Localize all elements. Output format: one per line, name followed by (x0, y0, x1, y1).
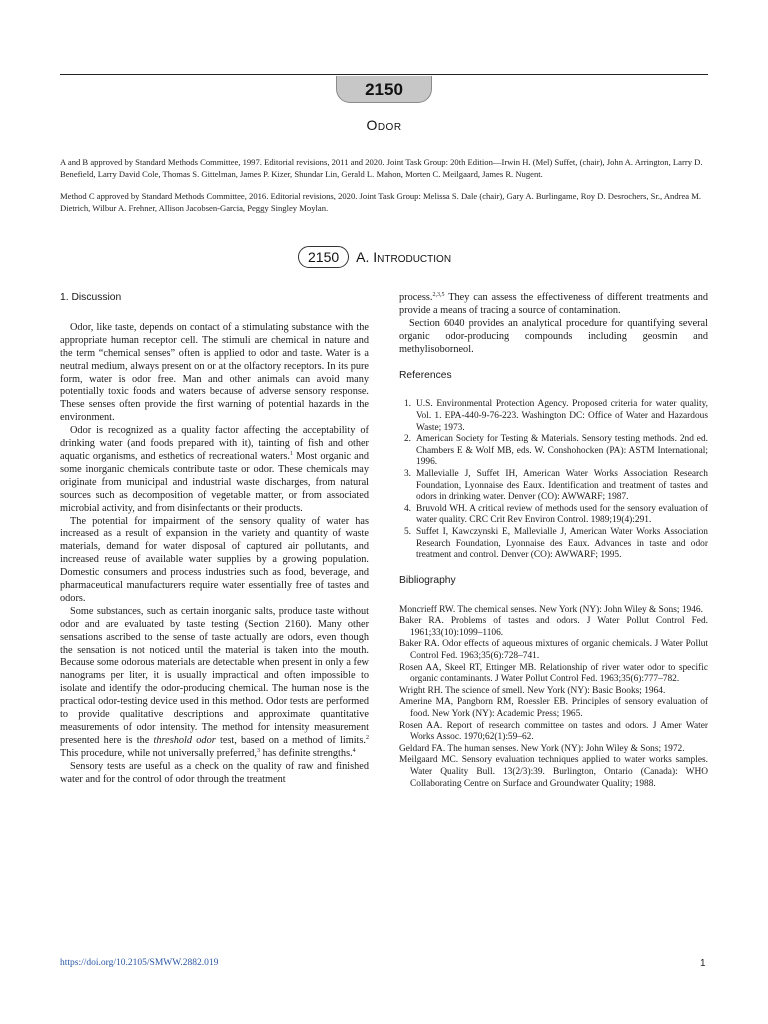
bibliography-list (399, 605, 708, 791)
document-title: Odor (366, 117, 402, 133)
reference-item: 5. Suffet I, Kawczynski E, Mallevialle J, American Water Works Association Research Foundation, Lyonnaise des Eaux. Advances in taste and odor treatment and control. Denver (CO): AWWARF; 1995. (403, 526, 708, 561)
references-list (399, 399, 708, 561)
part-heading (298, 246, 451, 268)
top-rule (60, 74, 708, 75)
doi-link[interactable]: https://doi.org/10.2105/SMWW.2882.019 (60, 958, 219, 968)
discussion-heading: 1. Discussion (60, 292, 122, 303)
paragraph: The potential for impairment of the sensory quality of water has increased as a result of expansion in the variety and quantity of waste materials, demand for water disposal of captured air pollutants, and increased reuse of available water supplies by a growing population. Domestic consumers and process industries such as food, beverage, and pharmaceutical manufacturers require water essentially free of tastes and odors. (60, 515, 369, 604)
bibliography-item: Baker RA. Problems of tastes and odors. J Water Pollut Control Fed. 1961;33(10):1099–1106. (399, 616, 708, 638)
bibliography-heading: Bibliography (399, 574, 456, 586)
bibliography-item: Meilgaard MC. Sensory evaluation techniques applied to water works samples. Water Quality Bull. 13(2/3):39. Burlington, Ontario (Canada): WHO Collaborating Centre on Surface and Groundwater Quality; 1988. (399, 755, 708, 789)
bibliography-item: Amerine MA, Pangborn RM, Roessler EB. Principles of sensory evaluation of food. New York (NY): Academic Press; 1965. (399, 697, 708, 719)
paragraph-continued: process.$^{2,3,5}$ They can assess the effectiveness of different treatments and provide a means of tracing a source of contamination. (399, 292, 708, 316)
bibliography-item: Rosen AA, Skeel RT, Ettinger MB. Relationship of river water odor to specific organic contaminants. J Water Pollut Control Fed. 1963;35(6):777–782. (399, 662, 708, 685)
part-number: 2150 (298, 246, 349, 268)
paragraph: Some substances, such as certain inorganic salts, produce taste without odor and are evaluated by taste testing (Section 2160). Many other sensations ascribed to the sense of taste actually are odors, even though the sensation is not noticed until the material is taken into the mouth. Because some odorous materials are detectable when present in only a few nanograms per liter, it is usually impractical and often impossible to isolate and identify the odor-producing chemical. The human nose is the practical odor-testing device used in this method. Odor tests are performed to provide qualitative descriptions and approximate quantitative measurements of odor intensity. The method for intensity measurement presented here is the threshold odor test, based on a method of limits.$^2$ This procedure, while not universally preferred,$^3$ has definite strengths.$^4$ (60, 605, 370, 759)
paragraph: Odor is recognized as a quality factor affecting the acceptability of drinking water (and foods prepared with it), tainting of fish and other aquatic organisms, and esthetics of recreational waters.$^1$ Most organic and some inorganic chemicals contribute taste or odor. These chemicals may originate from municipal and industrial waste discharges, from natural sources such as decomposition of vegetable matter, or from associated microbial activity, and from disinfectants or their products. (60, 425, 370, 514)
references-heading: References (399, 369, 452, 381)
paragraph: Odor, like taste, depends on contact of a stimulating substance with the appropriate human receptor cell. The stimuli are chemical in nature and the term “chemical senses” often is applied to odor and taste. Water is a neutral medium, always present on or at the olfactory receptors. In its pure form, water is odor free. Man and other animals can avoid many potentially toxic foods and waters because of adverse sensory response. These senses often provide the first warning of potential hazards in the environment. (60, 321, 369, 424)
section-number-badge: 2150 (336, 76, 432, 103)
right-column (399, 292, 708, 790)
approval-note-ab: A and B approved by Standard Methods Committee, 1997. Editorial revisions, 2011 and 2020. Joint Task Group: 20th Edition—Irwin H. (Mel) Suffet, (chair), John A. Arrington, Larry D. Benefield, Larry David Cole, Thomas S. Gittelman, James P. Kizer, Shundar Lin, Gerald L. Mahon, Morten C. Meilgaard, James R. Nugent. (60, 157, 703, 179)
part-title: A. Introduction (356, 249, 452, 265)
bibliography-item: Moncrieff RW. The chemical senses. New York (NY): John Wiley & Sons; 1946. (399, 604, 703, 615)
bibliography-item: Wright RH. The science of smell. New York (NY): Basic Books; 1964. (399, 685, 666, 696)
bibliography-item: Baker RA. Odor effects of aqueous mixtures of organic chemicals. J Water Pollut Control Fed. 1963;35(6):728–741. (399, 639, 708, 662)
paragraph: Sensory tests are useful as a check on the quality of raw and finished water and for the control of odor through the treatment (60, 760, 369, 785)
reference-item: 1. U.S. Environmental Protection Agency. Proposed criteria for water quality, Vol. 1. EPA-440-9-76-223. Washington DC: Office of Water and Hazardous Waste; 1973. (403, 399, 708, 433)
reference-item: 2. American Society for Testing & Materials. Sensory testing methods. 2nd ed. Chambers E & Wolf MB, eds. W. Conshohocken (PA): ASTM International; 1996. (403, 434, 708, 468)
reference-item: 4. Bruvold WH. A critical review of methods used for the sensory evaluation of water quality. CRC Crit Rev Environ Control. 1989;19(4):291. (403, 503, 708, 526)
left-column (60, 292, 369, 787)
bibliography-item: Geldard FA. The human senses. New York (NY): John Wiley & Sons; 1972. (399, 743, 685, 754)
paragraph: Section 6040 provides an analytical procedure for quantifying several organic odor-producing compounds including geosmin and methylisoborneol. (399, 317, 708, 355)
bibliography-item: Rosen AA. Report of research committee on tastes and odors. J Amer Water Works Assoc. 1970;62(1):59–62. (399, 720, 708, 743)
approval-note-c: Method C approved by Standard Methods Committee, 2016. Editorial revisions, 2020. Joint Task Group: Melissa S. Dale (chair), Gary A. Burlingame, Roy D. Desrochers, Sr., Andrea M. Dietrich, Wilbur A. Frehner, Allison Jacobsen-Garcia, Peggy Singley Moylan. (60, 191, 702, 213)
reference-item: 3. Mallevialle J, Suffet IH, American Water Works Association Research Foundation, Lyonnaise des Eaux. Identification and treatment of tastes and odors in drinking water. Denver (CO): AWWARF; 1987. (403, 469, 708, 503)
page-number: 1 (700, 958, 706, 969)
